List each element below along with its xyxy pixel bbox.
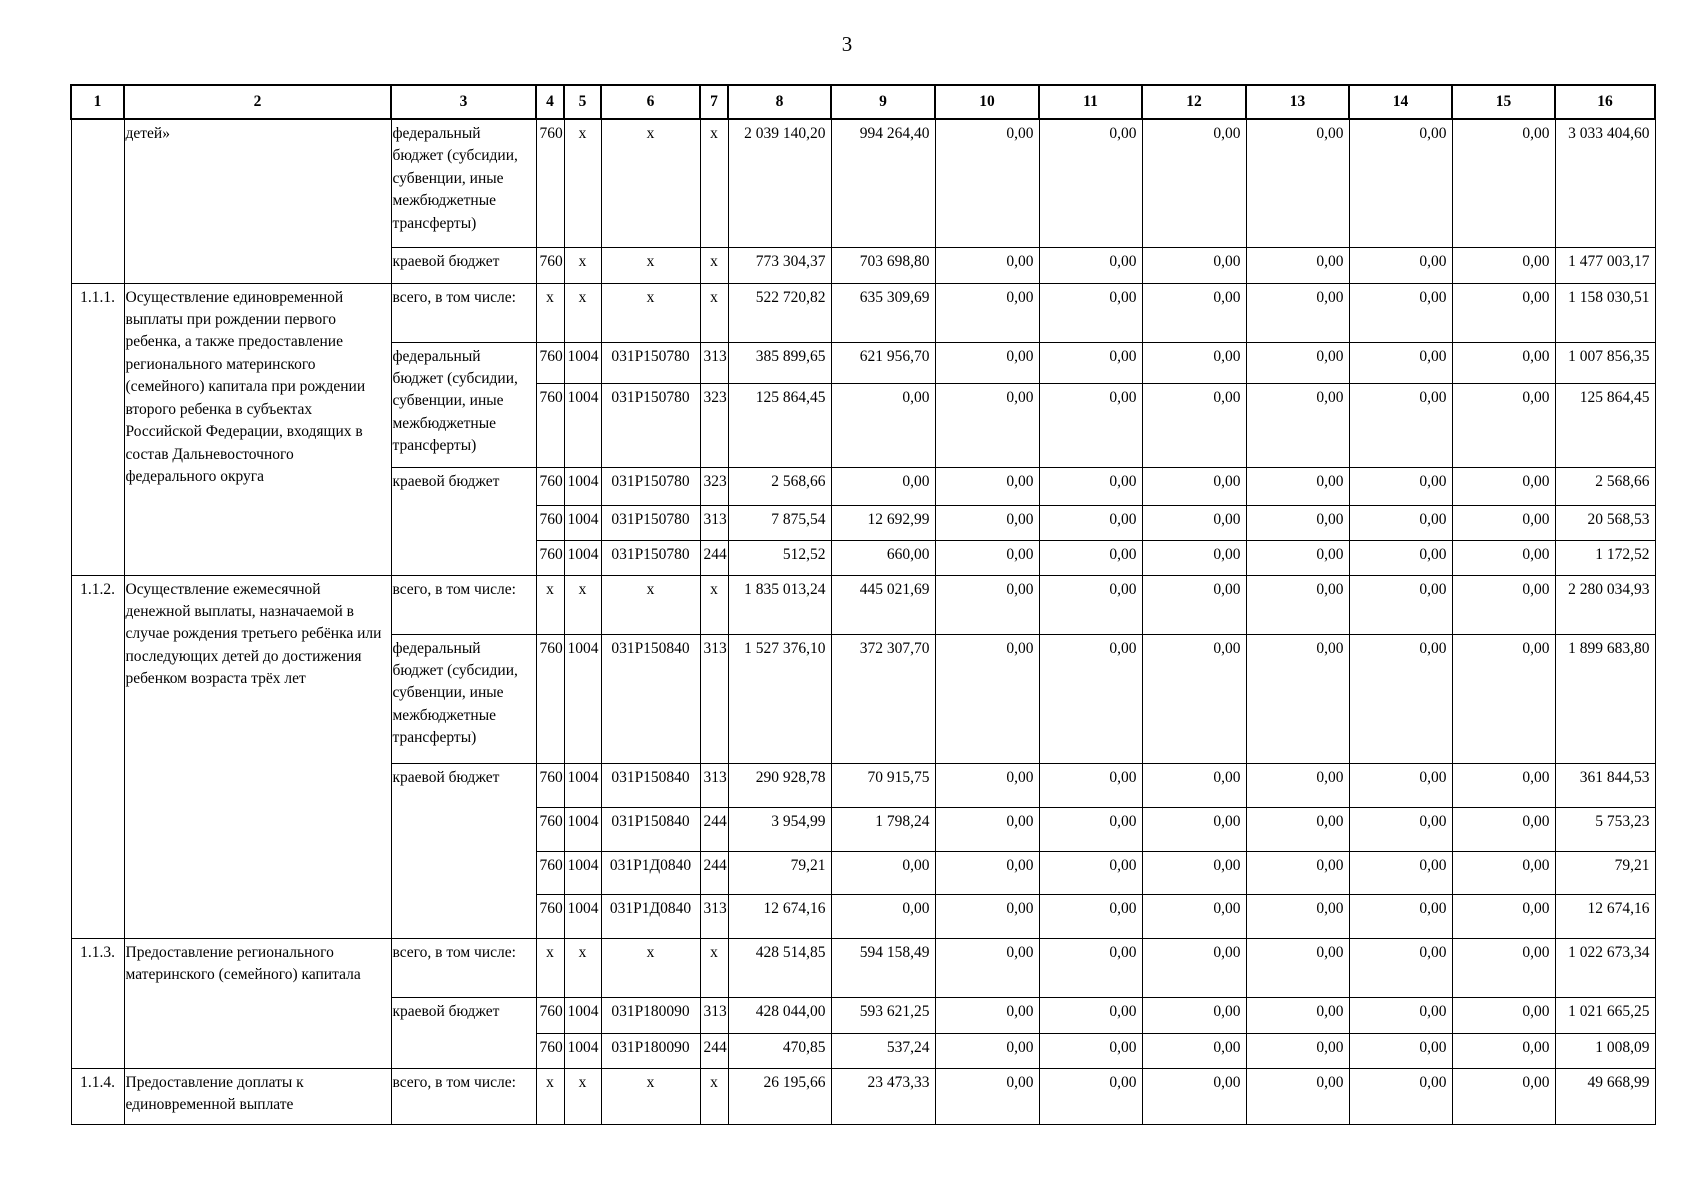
amount-cell: 0,00 <box>1039 938 1142 997</box>
item-number <box>71 119 124 283</box>
amount-cell: 0,00 <box>1246 894 1349 938</box>
amount-cell: 0,00 <box>1349 342 1452 383</box>
amount-cell: 0,00 <box>1039 575 1142 634</box>
code-cell: 760 <box>536 342 564 383</box>
table-row <box>71 119 1655 247</box>
amount-cell: 0,00 <box>935 807 1039 851</box>
amount-cell: 0,00 <box>935 540 1039 575</box>
code-cell: x <box>700 247 728 283</box>
amount-cell: 0,00 <box>1142 575 1246 634</box>
amount-cell: 0,00 <box>1039 342 1142 383</box>
amount-cell: 361 844,53 <box>1555 763 1655 807</box>
amount-cell: 0,00 <box>1246 634 1349 763</box>
amount-cell: 773 304,37 <box>728 247 831 283</box>
amount-cell: 2 280 034,93 <box>1555 575 1655 634</box>
amount-cell: 0,00 <box>1452 938 1555 997</box>
amount-cell: 49 668,99 <box>1555 1068 1655 1124</box>
column-header: 2 <box>124 85 391 119</box>
amount-cell: 0,00 <box>1246 383 1349 467</box>
code-cell: x <box>536 283 564 342</box>
amount-cell: 1 172,52 <box>1555 540 1655 575</box>
code-cell: 760 <box>536 1033 564 1068</box>
amount-cell: 0,00 <box>1452 807 1555 851</box>
code-cell: x <box>601 575 700 634</box>
amount-cell: 0,00 <box>1452 505 1555 540</box>
amount-cell: 0,00 <box>1142 119 1246 247</box>
table-row <box>71 1068 1655 1124</box>
amount-cell: 0,00 <box>1142 894 1246 938</box>
amount-cell: 26 195,66 <box>728 1068 831 1124</box>
amount-cell: 512,52 <box>728 540 831 575</box>
amount-cell: 0,00 <box>935 634 1039 763</box>
code-cell: 1004 <box>564 342 601 383</box>
amount-cell: 0,00 <box>1452 342 1555 383</box>
amount-cell: 428 044,00 <box>728 997 831 1033</box>
page-number: 3 <box>841 32 853 56</box>
column-header: 13 <box>1246 85 1349 119</box>
item-number: 1.1.3. <box>71 938 124 1068</box>
funding-source: краевой бюджет <box>391 247 536 283</box>
amount-cell: 0,00 <box>935 1033 1039 1068</box>
column-header: 3 <box>391 85 536 119</box>
amount-cell: 2 568,66 <box>728 467 831 505</box>
amount-cell: 0,00 <box>1349 851 1452 894</box>
amount-cell: 0,00 <box>1246 119 1349 247</box>
code-cell: 760 <box>536 894 564 938</box>
amount-cell: 0,00 <box>1039 997 1142 1033</box>
column-header: 8 <box>728 85 831 119</box>
amount-cell: 0,00 <box>1452 634 1555 763</box>
amount-cell: 1 007 856,35 <box>1555 342 1655 383</box>
code-cell: 760 <box>536 540 564 575</box>
amount-cell: 0,00 <box>935 1068 1039 1124</box>
column-header: 10 <box>935 85 1039 119</box>
amount-cell: 0,00 <box>1349 634 1452 763</box>
amount-cell: 0,00 <box>1452 851 1555 894</box>
amount-cell: 0,00 <box>1142 997 1246 1033</box>
funding-source: всего, в том числе: <box>391 575 536 634</box>
column-header: 9 <box>831 85 935 119</box>
amount-cell: 0,00 <box>1452 119 1555 247</box>
amount-cell: 3 033 404,60 <box>1555 119 1655 247</box>
funding-source: краевой бюджет <box>391 997 536 1068</box>
budget-table <box>70 84 1656 1125</box>
item-name: детей» <box>124 119 391 283</box>
amount-cell: 0,00 <box>1039 119 1142 247</box>
amount-cell: 537,24 <box>831 1033 935 1068</box>
code-cell: x <box>564 575 601 634</box>
amount-cell: 0,00 <box>1039 283 1142 342</box>
amount-cell: 0,00 <box>1246 997 1349 1033</box>
amount-cell: 1 527 376,10 <box>728 634 831 763</box>
amount-cell: 0,00 <box>1246 1068 1349 1124</box>
amount-cell: 0,00 <box>1349 894 1452 938</box>
table-row <box>71 283 1655 342</box>
amount-cell: 2 039 140,20 <box>728 119 831 247</box>
table-row <box>71 938 1655 997</box>
amount-cell: 0,00 <box>831 383 935 467</box>
amount-cell: 0,00 <box>1452 575 1555 634</box>
amount-cell: 0,00 <box>1349 938 1452 997</box>
amount-cell: 0,00 <box>1349 383 1452 467</box>
amount-cell: 0,00 <box>1452 467 1555 505</box>
code-cell: 760 <box>536 634 564 763</box>
amount-cell: 0,00 <box>1142 383 1246 467</box>
column-header: 6 <box>601 85 700 119</box>
amount-cell: 385 899,65 <box>728 342 831 383</box>
item-name: Осуществление единовременной выплаты при рождении первого ребенка, а также предоставление регионального материнского (семейного) капитала при рождении второго ребенка в субъектах Российской Федерации, входящих в состав Дальневосточного федерального округа <box>124 283 391 575</box>
amount-cell: 0,00 <box>1452 1068 1555 1124</box>
amount-cell: 1 899 683,80 <box>1555 634 1655 763</box>
amount-cell: 0,00 <box>1142 807 1246 851</box>
code-cell: 031P150840 <box>601 763 700 807</box>
code-cell: x <box>564 247 601 283</box>
amount-cell: 0,00 <box>1142 1068 1246 1124</box>
amount-cell: 12 692,99 <box>831 505 935 540</box>
amount-cell: 0,00 <box>831 851 935 894</box>
amount-cell: 0,00 <box>1142 938 1246 997</box>
amount-cell: 0,00 <box>1246 807 1349 851</box>
amount-cell: 0,00 <box>1452 997 1555 1033</box>
amount-cell: 445 021,69 <box>831 575 935 634</box>
funding-source: всего, в том числе: <box>391 283 536 342</box>
amount-cell: 0,00 <box>935 575 1039 634</box>
amount-cell: 79,21 <box>1555 851 1655 894</box>
code-cell: x <box>536 575 564 634</box>
code-cell: x <box>601 938 700 997</box>
item-number: 1.1.1. <box>71 283 124 575</box>
code-cell: 031P150780 <box>601 383 700 467</box>
amount-cell: 0,00 <box>1246 763 1349 807</box>
code-cell: 244 <box>700 807 728 851</box>
code-cell: 1004 <box>564 467 601 505</box>
amount-cell: 0,00 <box>935 894 1039 938</box>
table-row <box>71 575 1655 634</box>
amount-cell: 0,00 <box>1246 505 1349 540</box>
code-cell: 1004 <box>564 807 601 851</box>
column-header: 15 <box>1452 85 1555 119</box>
amount-cell: 0,00 <box>1246 1033 1349 1068</box>
amount-cell: 0,00 <box>1142 763 1246 807</box>
code-cell: 031P150780 <box>601 505 700 540</box>
amount-cell: 0,00 <box>1349 807 1452 851</box>
column-header: 5 <box>564 85 601 119</box>
amount-cell: 20 568,53 <box>1555 505 1655 540</box>
code-cell: 313 <box>700 342 728 383</box>
item-name: Предоставление регионального материнского (семейного) капитала <box>124 938 391 1068</box>
amount-cell: 12 674,16 <box>728 894 831 938</box>
amount-cell: 0,00 <box>1039 634 1142 763</box>
amount-cell: 0,00 <box>1039 540 1142 575</box>
amount-cell: 0,00 <box>1142 851 1246 894</box>
amount-cell: 0,00 <box>935 505 1039 540</box>
amount-cell: 1 798,24 <box>831 807 935 851</box>
amount-cell: 0,00 <box>935 467 1039 505</box>
amount-cell: 0,00 <box>1349 997 1452 1033</box>
amount-cell: 0,00 <box>1452 540 1555 575</box>
amount-cell: 0,00 <box>1349 283 1452 342</box>
column-header: 4 <box>536 85 564 119</box>
code-cell: 031P150780 <box>601 342 700 383</box>
code-cell: 031P1Д0840 <box>601 851 700 894</box>
code-cell: 031P180090 <box>601 997 700 1033</box>
funding-source: всего, в том числе: <box>391 1068 536 1124</box>
code-cell: 760 <box>536 763 564 807</box>
amount-cell: 0,00 <box>1142 283 1246 342</box>
code-cell: x <box>601 1068 700 1124</box>
code-cell: 031P180090 <box>601 1033 700 1068</box>
code-cell: x <box>700 119 728 247</box>
amount-cell: 0,00 <box>1452 283 1555 342</box>
amount-cell: 0,00 <box>1039 894 1142 938</box>
code-cell: 031P150840 <box>601 634 700 763</box>
amount-cell: 1 008,09 <box>1555 1033 1655 1068</box>
item-name: Предоставление доплаты к единовременной выплате <box>124 1068 391 1124</box>
amount-cell: 0,00 <box>1349 467 1452 505</box>
amount-cell: 0,00 <box>935 247 1039 283</box>
amount-cell: 0,00 <box>935 283 1039 342</box>
item-number: 1.1.2. <box>71 575 124 938</box>
code-cell: x <box>564 938 601 997</box>
code-cell: 313 <box>700 997 728 1033</box>
amount-cell: 0,00 <box>1246 938 1349 997</box>
amount-cell: 79,21 <box>728 851 831 894</box>
amount-cell: 0,00 <box>1349 540 1452 575</box>
amount-cell: 0,00 <box>1142 247 1246 283</box>
amount-cell: 0,00 <box>1142 505 1246 540</box>
funding-source: федеральный бюджет (субсидии, субвенции, иные межбюджетные трансферты) <box>391 342 536 467</box>
amount-cell: 621 956,70 <box>831 342 935 383</box>
amount-cell: 1 835 013,24 <box>728 575 831 634</box>
code-cell: 760 <box>536 505 564 540</box>
code-cell: 1004 <box>564 894 601 938</box>
amount-cell: 0,00 <box>1246 467 1349 505</box>
code-cell: x <box>601 119 700 247</box>
amount-cell: 0,00 <box>831 467 935 505</box>
code-cell: 031P1Д0840 <box>601 894 700 938</box>
code-cell: x <box>536 1068 564 1124</box>
amount-cell: 0,00 <box>1039 1068 1142 1124</box>
amount-cell: 635 309,69 <box>831 283 935 342</box>
code-cell: 323 <box>700 467 728 505</box>
code-cell: x <box>564 283 601 342</box>
code-cell: 1004 <box>564 851 601 894</box>
column-header: 16 <box>1555 85 1655 119</box>
amount-cell: 70 915,75 <box>831 763 935 807</box>
amount-cell: 470,85 <box>728 1033 831 1068</box>
amount-cell: 0,00 <box>935 342 1039 383</box>
amount-cell: 0,00 <box>1246 575 1349 634</box>
amount-cell: 125 864,45 <box>1555 383 1655 467</box>
code-cell: x <box>601 283 700 342</box>
amount-cell: 0,00 <box>1246 342 1349 383</box>
amount-cell: 12 674,16 <box>1555 894 1655 938</box>
amount-cell: 0,00 <box>1349 1033 1452 1068</box>
column-header: 1 <box>71 85 124 119</box>
code-cell: 244 <box>700 1033 728 1068</box>
code-cell: 1004 <box>564 997 601 1033</box>
code-cell: x <box>700 1068 728 1124</box>
amount-cell: 0,00 <box>1452 894 1555 938</box>
code-cell: 760 <box>536 119 564 247</box>
amount-cell: 1 158 030,51 <box>1555 283 1655 342</box>
code-cell: x <box>700 575 728 634</box>
code-cell: 1004 <box>564 1033 601 1068</box>
code-cell: 1004 <box>564 540 601 575</box>
amount-cell: 290 928,78 <box>728 763 831 807</box>
amount-cell: 0,00 <box>935 997 1039 1033</box>
amount-cell: 0,00 <box>1142 467 1246 505</box>
amount-cell: 7 875,54 <box>728 505 831 540</box>
code-cell: 760 <box>536 807 564 851</box>
amount-cell: 0,00 <box>1452 1033 1555 1068</box>
amount-cell: 0,00 <box>1142 540 1246 575</box>
code-cell: 244 <box>700 851 728 894</box>
code-cell: 244 <box>700 540 728 575</box>
amount-cell: 0,00 <box>1039 467 1142 505</box>
code-cell: x <box>700 938 728 997</box>
funding-source: всего, в том числе: <box>391 938 536 997</box>
code-cell: 760 <box>536 997 564 1033</box>
item-name: Осуществление ежемесячной денежной выплаты, назначаемой в случае рождения третьего ребёнка или последующих детей до достижения ребенком возраста трёх лет <box>124 575 391 938</box>
amount-cell: 0,00 <box>1246 540 1349 575</box>
code-cell: x <box>601 247 700 283</box>
column-header: 14 <box>1349 85 1452 119</box>
item-number: 1.1.4. <box>71 1068 124 1124</box>
amount-cell: 1 477 003,17 <box>1555 247 1655 283</box>
amount-cell: 0,00 <box>1039 383 1142 467</box>
amount-cell: 0,00 <box>1452 247 1555 283</box>
code-cell: 1004 <box>564 763 601 807</box>
code-cell: 1004 <box>564 634 601 763</box>
code-cell: 313 <box>700 894 728 938</box>
header-row <box>71 85 1655 119</box>
amount-cell: 0,00 <box>935 851 1039 894</box>
amount-cell: 372 307,70 <box>831 634 935 763</box>
amount-cell: 0,00 <box>1452 383 1555 467</box>
amount-cell: 0,00 <box>1039 1033 1142 1068</box>
amount-cell: 23 473,33 <box>831 1068 935 1124</box>
amount-cell: 5 753,23 <box>1555 807 1655 851</box>
amount-cell: 593 621,25 <box>831 997 935 1033</box>
amount-cell: 0,00 <box>831 894 935 938</box>
code-cell: 031P150780 <box>601 467 700 505</box>
amount-cell: 0,00 <box>1039 763 1142 807</box>
amount-cell: 0,00 <box>1452 763 1555 807</box>
funding-source: федеральный бюджет (субсидии, субвенции, иные межбюджетные трансферты) <box>391 119 536 247</box>
amount-cell: 1 021 665,25 <box>1555 997 1655 1033</box>
code-cell: 760 <box>536 247 564 283</box>
code-cell: x <box>564 1068 601 1124</box>
amount-cell: 1 022 673,34 <box>1555 938 1655 997</box>
funding-source: краевой бюджет <box>391 763 536 938</box>
amount-cell: 0,00 <box>1349 763 1452 807</box>
amount-cell: 703 698,80 <box>831 247 935 283</box>
amount-cell: 0,00 <box>1349 119 1452 247</box>
amount-cell: 0,00 <box>1349 1068 1452 1124</box>
funding-source: федеральный бюджет (субсидии, субвенции, иные межбюджетные трансферты) <box>391 634 536 763</box>
column-header: 7 <box>700 85 728 119</box>
code-cell: 313 <box>700 763 728 807</box>
amount-cell: 0,00 <box>935 383 1039 467</box>
amount-cell: 428 514,85 <box>728 938 831 997</box>
amount-cell: 0,00 <box>1039 247 1142 283</box>
amount-cell: 0,00 <box>935 938 1039 997</box>
code-cell: x <box>564 119 601 247</box>
funding-source: краевой бюджет <box>391 467 536 575</box>
code-cell: 031P150780 <box>601 540 700 575</box>
amount-cell: 2 568,66 <box>1555 467 1655 505</box>
code-cell: 760 <box>536 383 564 467</box>
amount-cell: 0,00 <box>1039 851 1142 894</box>
amount-cell: 0,00 <box>1039 807 1142 851</box>
amount-cell: 0,00 <box>1142 634 1246 763</box>
code-cell: 760 <box>536 851 564 894</box>
amount-cell: 0,00 <box>1246 283 1349 342</box>
code-cell: 1004 <box>564 383 601 467</box>
amount-cell: 0,00 <box>1142 342 1246 383</box>
code-cell: 1004 <box>564 505 601 540</box>
amount-cell: 0,00 <box>1246 851 1349 894</box>
amount-cell: 0,00 <box>1349 247 1452 283</box>
code-cell: x <box>700 283 728 342</box>
code-cell: 323 <box>700 383 728 467</box>
code-cell: x <box>536 938 564 997</box>
code-cell: 313 <box>700 505 728 540</box>
code-cell: 313 <box>700 634 728 763</box>
amount-cell: 3 954,99 <box>728 807 831 851</box>
amount-cell: 0,00 <box>1246 247 1349 283</box>
amount-cell: 0,00 <box>935 119 1039 247</box>
code-cell: 760 <box>536 467 564 505</box>
amount-cell: 0,00 <box>1349 575 1452 634</box>
amount-cell: 0,00 <box>1142 1033 1246 1068</box>
amount-cell: 994 264,40 <box>831 119 935 247</box>
amount-cell: 0,00 <box>1349 505 1452 540</box>
amount-cell: 660,00 <box>831 540 935 575</box>
code-cell: 031P150840 <box>601 807 700 851</box>
amount-cell: 125 864,45 <box>728 383 831 467</box>
amount-cell: 522 720,82 <box>728 283 831 342</box>
amount-cell: 0,00 <box>935 763 1039 807</box>
column-header: 11 <box>1039 85 1142 119</box>
column-header: 12 <box>1142 85 1246 119</box>
amount-cell: 594 158,49 <box>831 938 935 997</box>
amount-cell: 0,00 <box>1039 505 1142 540</box>
